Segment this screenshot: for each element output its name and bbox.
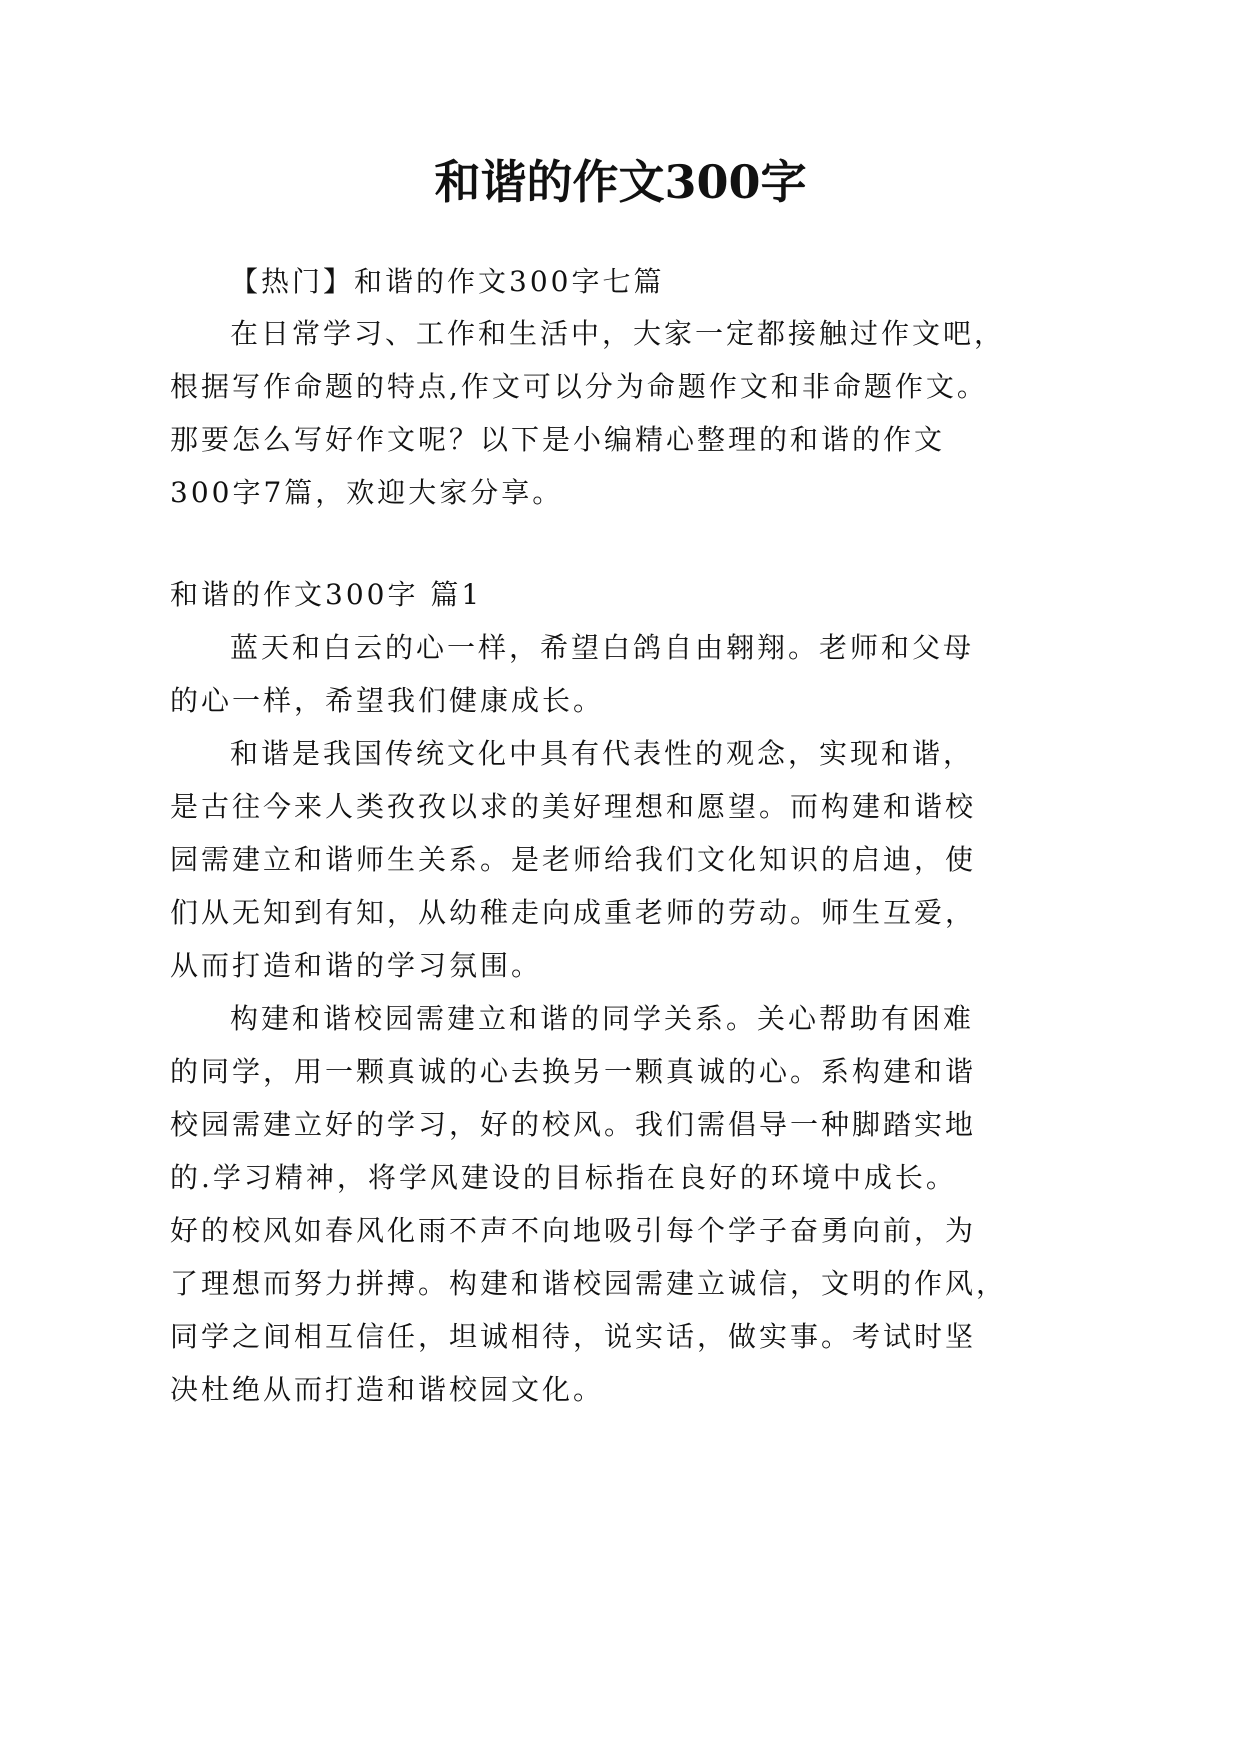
intro-line: 在日常学习、工作和生活中，大家一定都接触过作文吧， <box>230 317 1006 350</box>
paragraph-line: 们从无知到有知，从幼稚走向成重老师的劳动。师生互爱， <box>170 896 977 929</box>
paragraph-line: 从而打造和谐的学习氛围。 <box>170 949 543 982</box>
paragraph-line: 是古往今来人类孜孜以求的美好理想和愿望。而构建和谐校 <box>170 790 977 823</box>
paragraph-line: 的.学习精神，将学风建设的目标指在良好的环境中成长。 <box>170 1161 957 1194</box>
paragraph-line: 和谐是我国传统文化中具有代表性的观念，实现和谐， <box>230 737 975 770</box>
paragraph-line: 园需建立和谐师生关系。是老师给我们文化知识的启迪，使 <box>170 843 977 876</box>
paragraph-line: 的心一样，希望我们健康成长。 <box>170 684 605 717</box>
intro-line: 根据写作命题的特点,作文可以分为命题作文和非命题作文。 <box>170 370 988 403</box>
paragraph-line: 了理想而努力拼搏。构建和谐校园需建立诚信，文明的作风， <box>170 1267 1008 1300</box>
section-heading: 和谐的作文300字 篇1 <box>170 578 483 611</box>
intro-line: 那要怎么写好作文呢？以下是小编精心整理的和谐的作文 <box>170 423 946 456</box>
paragraph-line: 决杜绝从而打造和谐校园文化。 <box>170 1373 605 1406</box>
paragraph-line: 同学之间相互信任，坦诚相待，说实话，做实事。考试时坚 <box>170 1320 977 1353</box>
paragraph-line: 好的校风如春风化雨不声不向地吸引每个学子奋勇向前，为 <box>170 1214 977 1247</box>
document-title: 和谐的作文300字 <box>434 155 807 209</box>
document-subtitle: 【热门】和谐的作文300字七篇 <box>230 265 665 298</box>
intro-line: 300字7篇，欢迎大家分享。 <box>170 476 564 509</box>
paragraph-line: 构建和谐校园需建立和谐的同学关系。关心帮助有困难 <box>230 1002 975 1035</box>
paragraph-line: 校园需建立好的学习，好的校风。我们需倡导一种脚踏实地 <box>170 1108 977 1141</box>
paragraph-line: 蓝天和白云的心一样，希望白鸽自由翱翔。老师和父母 <box>230 631 975 664</box>
paragraph-line: 的同学，用一颗真诚的心去换另一颗真诚的心。系构建和谐 <box>170 1055 977 1088</box>
